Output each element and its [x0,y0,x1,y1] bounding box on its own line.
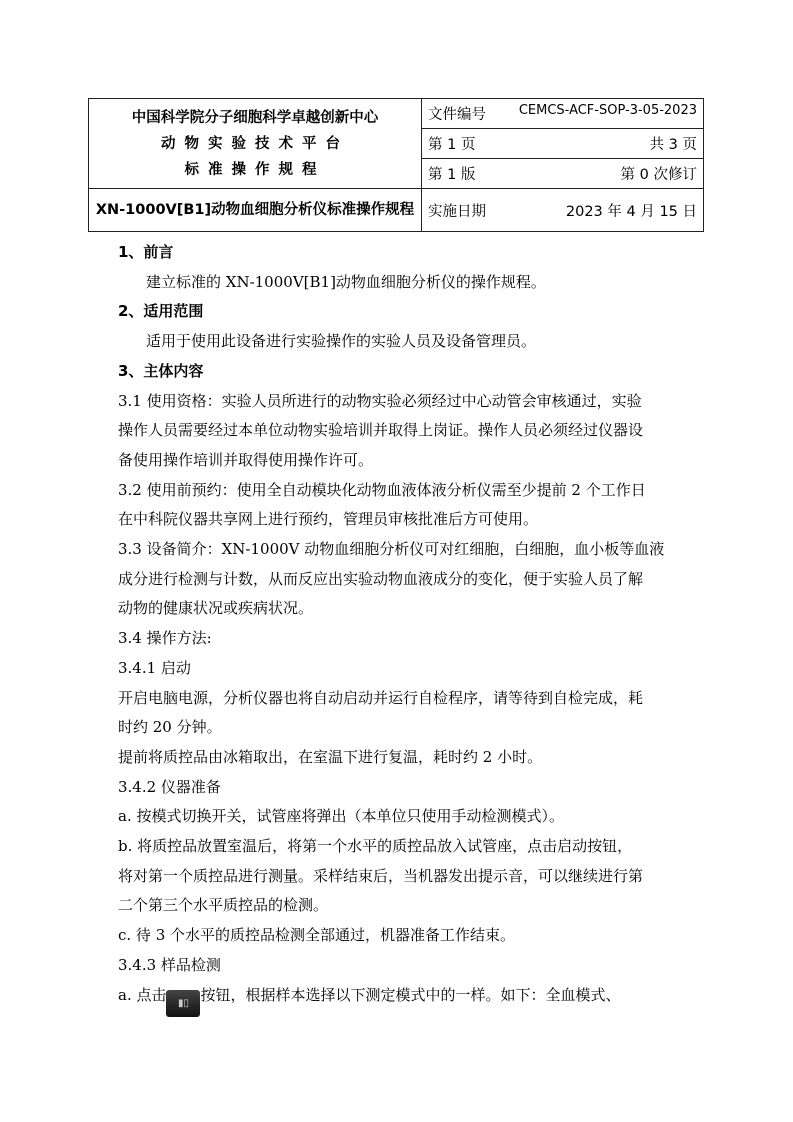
text-line: 时约 20 分钟。 [118,718,222,737]
doc-number-label: 文件编号 [428,107,486,123]
page-cell [422,129,704,159]
doc-number: CEMCS-ACF-SOP-3-05-2023 [518,103,697,118]
text-line: c. 待 3 个水平的质控品检测全部通过，机器准备工作结束。 [118,926,516,945]
date-cell [422,189,704,232]
text-line: 开启电脑电源，分析仪器也将自动启动并运行自检程序，请等待到自检完成，耗 [118,688,644,707]
document-body [118,238,693,1017]
text-line [118,981,693,1017]
text-line: 适用于使用此设备进行实验操作的实验人员及设备管理员。 [146,332,537,351]
text-line: 在中科院仪器共享网上进行预约，管理员审核批准后方可使用。 [118,510,539,529]
text-line: 3.3 设备简介：XN-1000V 动物血细胞分析仪可对红细胞，白细胞，血小板等血液 [118,540,665,559]
revision: 第 0 次修订 [620,167,697,183]
effective-date: 2023 年 4 月 15 日 [565,203,697,220]
text-fragment: a. 点击 [118,985,167,1004]
text-line: 3.2 使用前预约：使用全自动模块化动物血液体液分析仪需至少提前 2 个工作日 [118,480,646,499]
page-total: 共 3 页 [649,137,697,153]
doc-number-cell [422,99,704,129]
sample-mode-button-icon: ▮▯ [166,990,200,1017]
edition: 第 1 版 [428,167,476,183]
text-line: 将对第一个质控品进行测量。采样结束后，当机器发出提示音，可以继续进行第 [118,866,644,885]
platform-name: 动物实验技术平台 [161,135,349,152]
text-line: 3.4.2 仪器准备 [118,777,221,796]
text-line: 二个第三个水平质控品的检测。 [118,896,329,915]
section-heading: 1、前言 [118,243,174,261]
sop-label: 标准操作规程 [184,161,326,178]
section-heading: 2、适用范围 [118,302,204,321]
page-number: 第 1 页 [428,137,476,153]
date-label: 实施日期 [428,203,486,220]
text-line: 备使用操作培训并取得使用操作许可。 [118,450,374,469]
text-line: 动物的健康状况或疾病状况。 [118,599,314,618]
text-line: 3.4.1 启动 [118,658,191,677]
text-fragment: 按钮，根据样本选择以下测定模式中的一样。如下：全血模式、 [200,985,621,1004]
text-line: 提前将质控品由冰箱取出，在室温下进行复温，耗时约 2 小时。 [118,747,543,766]
text-line: 操作人员需要经过本单位动物实验培训并取得上岗证。操作人员必须经过仪器设 [118,421,644,440]
section-heading: 3、主体内容 [118,361,204,380]
text-line: a. 按模式切换开关，试管座将弹出（本单位只使用手动检测模式）。 [118,807,564,826]
doc-title: XN-1000V[B1]动物血细胞分析仪标准操作规程 [89,189,422,232]
edition-cell [422,159,704,189]
text-line: 3.4.3 样品检测 [118,955,221,974]
text-line: 成分进行检测与计数，从而反应出实验动物血液成分的变化，便于实验人员了解 [118,569,644,588]
organization-cell [89,99,422,189]
text-line: 建立标准的 XN-1000V[B1]动物血细胞分析仪的操作规程。 [146,272,546,291]
header-table [88,98,704,232]
text-line: 3.4 操作方法: [118,629,212,648]
text-line: 3.1 使用资格：实验人员所进行的动物实验必须经过中心动管会审核通过，实验 [118,391,642,410]
org-name: 中国科学院分子细胞科学卓越创新中心 [131,109,379,126]
text-line: b. 将质控品放置室温后，将第一个水平的质控品放入试管座，点击启动按钮， [118,837,633,856]
